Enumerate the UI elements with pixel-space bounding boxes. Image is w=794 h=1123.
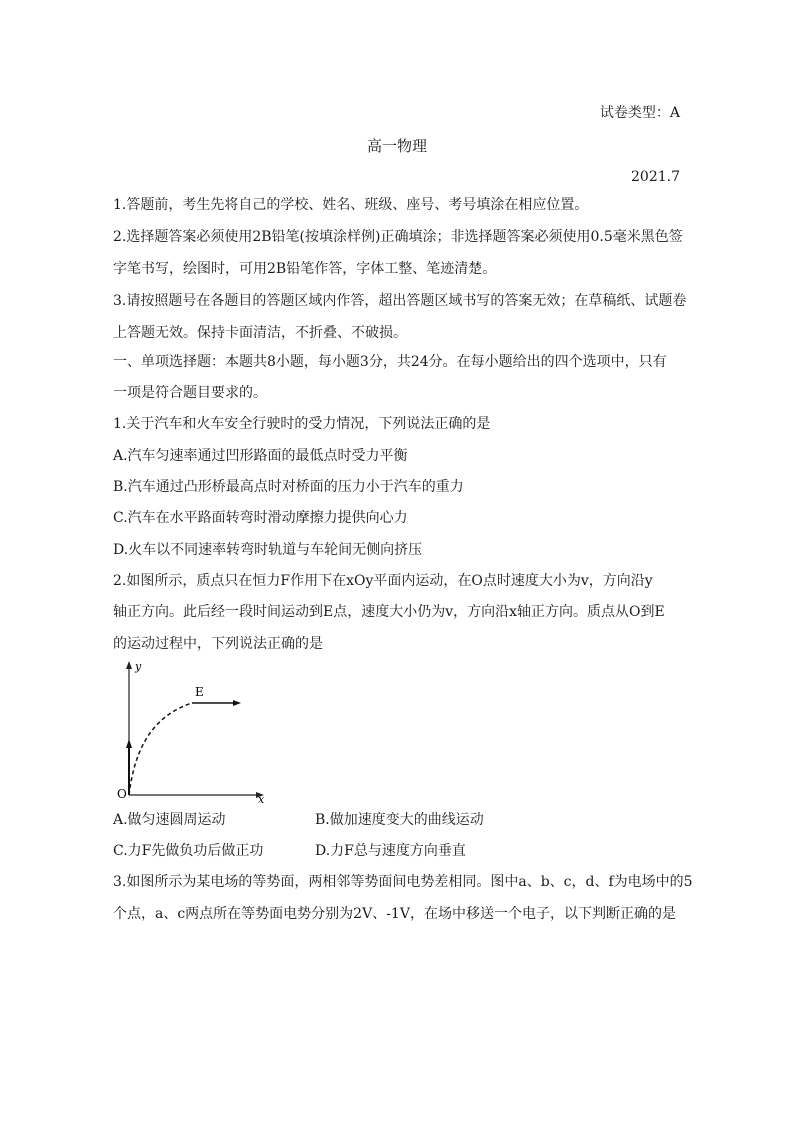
question-1-option-a: A.汽车匀速率通过凹形路面的最低点时受力平衡 xyxy=(113,448,408,464)
question-1-stem: 1.关于汽车和火车安全行驶时的受力情况，下列说法正确的是 xyxy=(113,416,491,432)
x-axis-label: x xyxy=(258,793,265,805)
question-2-option-b: B.做加速度变大的曲线运动 xyxy=(315,812,484,828)
y-axis-arrow xyxy=(126,661,132,669)
question-3-stem: 3.如图所示为某电场的等势面，两相邻等势面间电势差相同。图中a、b、c，d、f为电场中的5 xyxy=(113,874,693,890)
initial-velocity-arrowhead xyxy=(126,739,132,748)
origin-label: O xyxy=(117,787,127,801)
final-velocity-arrowhead xyxy=(233,700,241,706)
question-2-option-d: D.力F总与速度方向垂直 xyxy=(315,843,466,859)
instruction-line: 1.答题前，考生先将自己的学校、姓名、班级、座号、考号填涂在相应位置。 xyxy=(113,197,589,213)
question-1-option-d: D.火车以不同速率转弯时轨道与车轮间无侧向挤压 xyxy=(113,542,423,558)
question-1-option-c: C.汽车在水平路面转弯时滑动摩擦力提供向心力 xyxy=(113,510,408,526)
question-2-stem: 2.如图所示，质点只在恒力F作用下在xOy平面内运动，在O点时速度大小为v，方向沿y xyxy=(113,573,653,589)
question-2-stem: 轴正方向。此后经一段时间运动到E点，速度大小仍为v，方向沿x轴正方向。质点从O到E xyxy=(113,604,665,620)
motion-diagram xyxy=(110,655,290,805)
section-heading: 一项是符合题目要求的。 xyxy=(113,385,267,401)
question-2-option-a: A.做匀速圆周运动 xyxy=(113,812,226,828)
question-3-stem: 个点，a、c两点所在等势面电势分别为2V、-1V，在场中移送一个电子，以下判断正确的是 xyxy=(113,906,676,922)
instruction-line: 2.选择题答案必须使用2B铅笔(按填涂样例)正确填涂；非选择题答案必须使用0.5毫米黑色签 xyxy=(113,229,683,245)
question-1-option-b: B.汽车通过凸形桥最高点时对桥面的压力小于汽车的重力 xyxy=(113,479,464,495)
page-title: 高一物理 xyxy=(366,137,427,155)
y-axis-label: y xyxy=(135,660,142,673)
exam-date: 2021.7 xyxy=(631,169,680,185)
question-2-stem: 的运动过程中，下列说法正确的是 xyxy=(113,636,323,652)
instruction-line: 上答题无效。保持卡面清洁，不折叠、不破损。 xyxy=(113,325,407,341)
instruction-line: 3.请按照题号在各题目的答题区域内作答，超出答题区域书写的答案无效；在草稿纸、试题卷 xyxy=(113,293,687,309)
point-e-label: E xyxy=(195,685,204,699)
trajectory-curve xyxy=(129,703,192,795)
section-heading: 一、单项选择题：本题共8小题，每小题3分，共24分。在每小题给出的四个选项中，只有 xyxy=(113,354,667,370)
instruction-line: 字笔书写，绘图时，可用2B铅笔作答，字体工整、笔迹清楚。 xyxy=(113,261,497,277)
paper-type: 试卷类型：A xyxy=(599,105,680,121)
question-2-option-c: C.力F先做负功后做正功 xyxy=(113,843,264,859)
